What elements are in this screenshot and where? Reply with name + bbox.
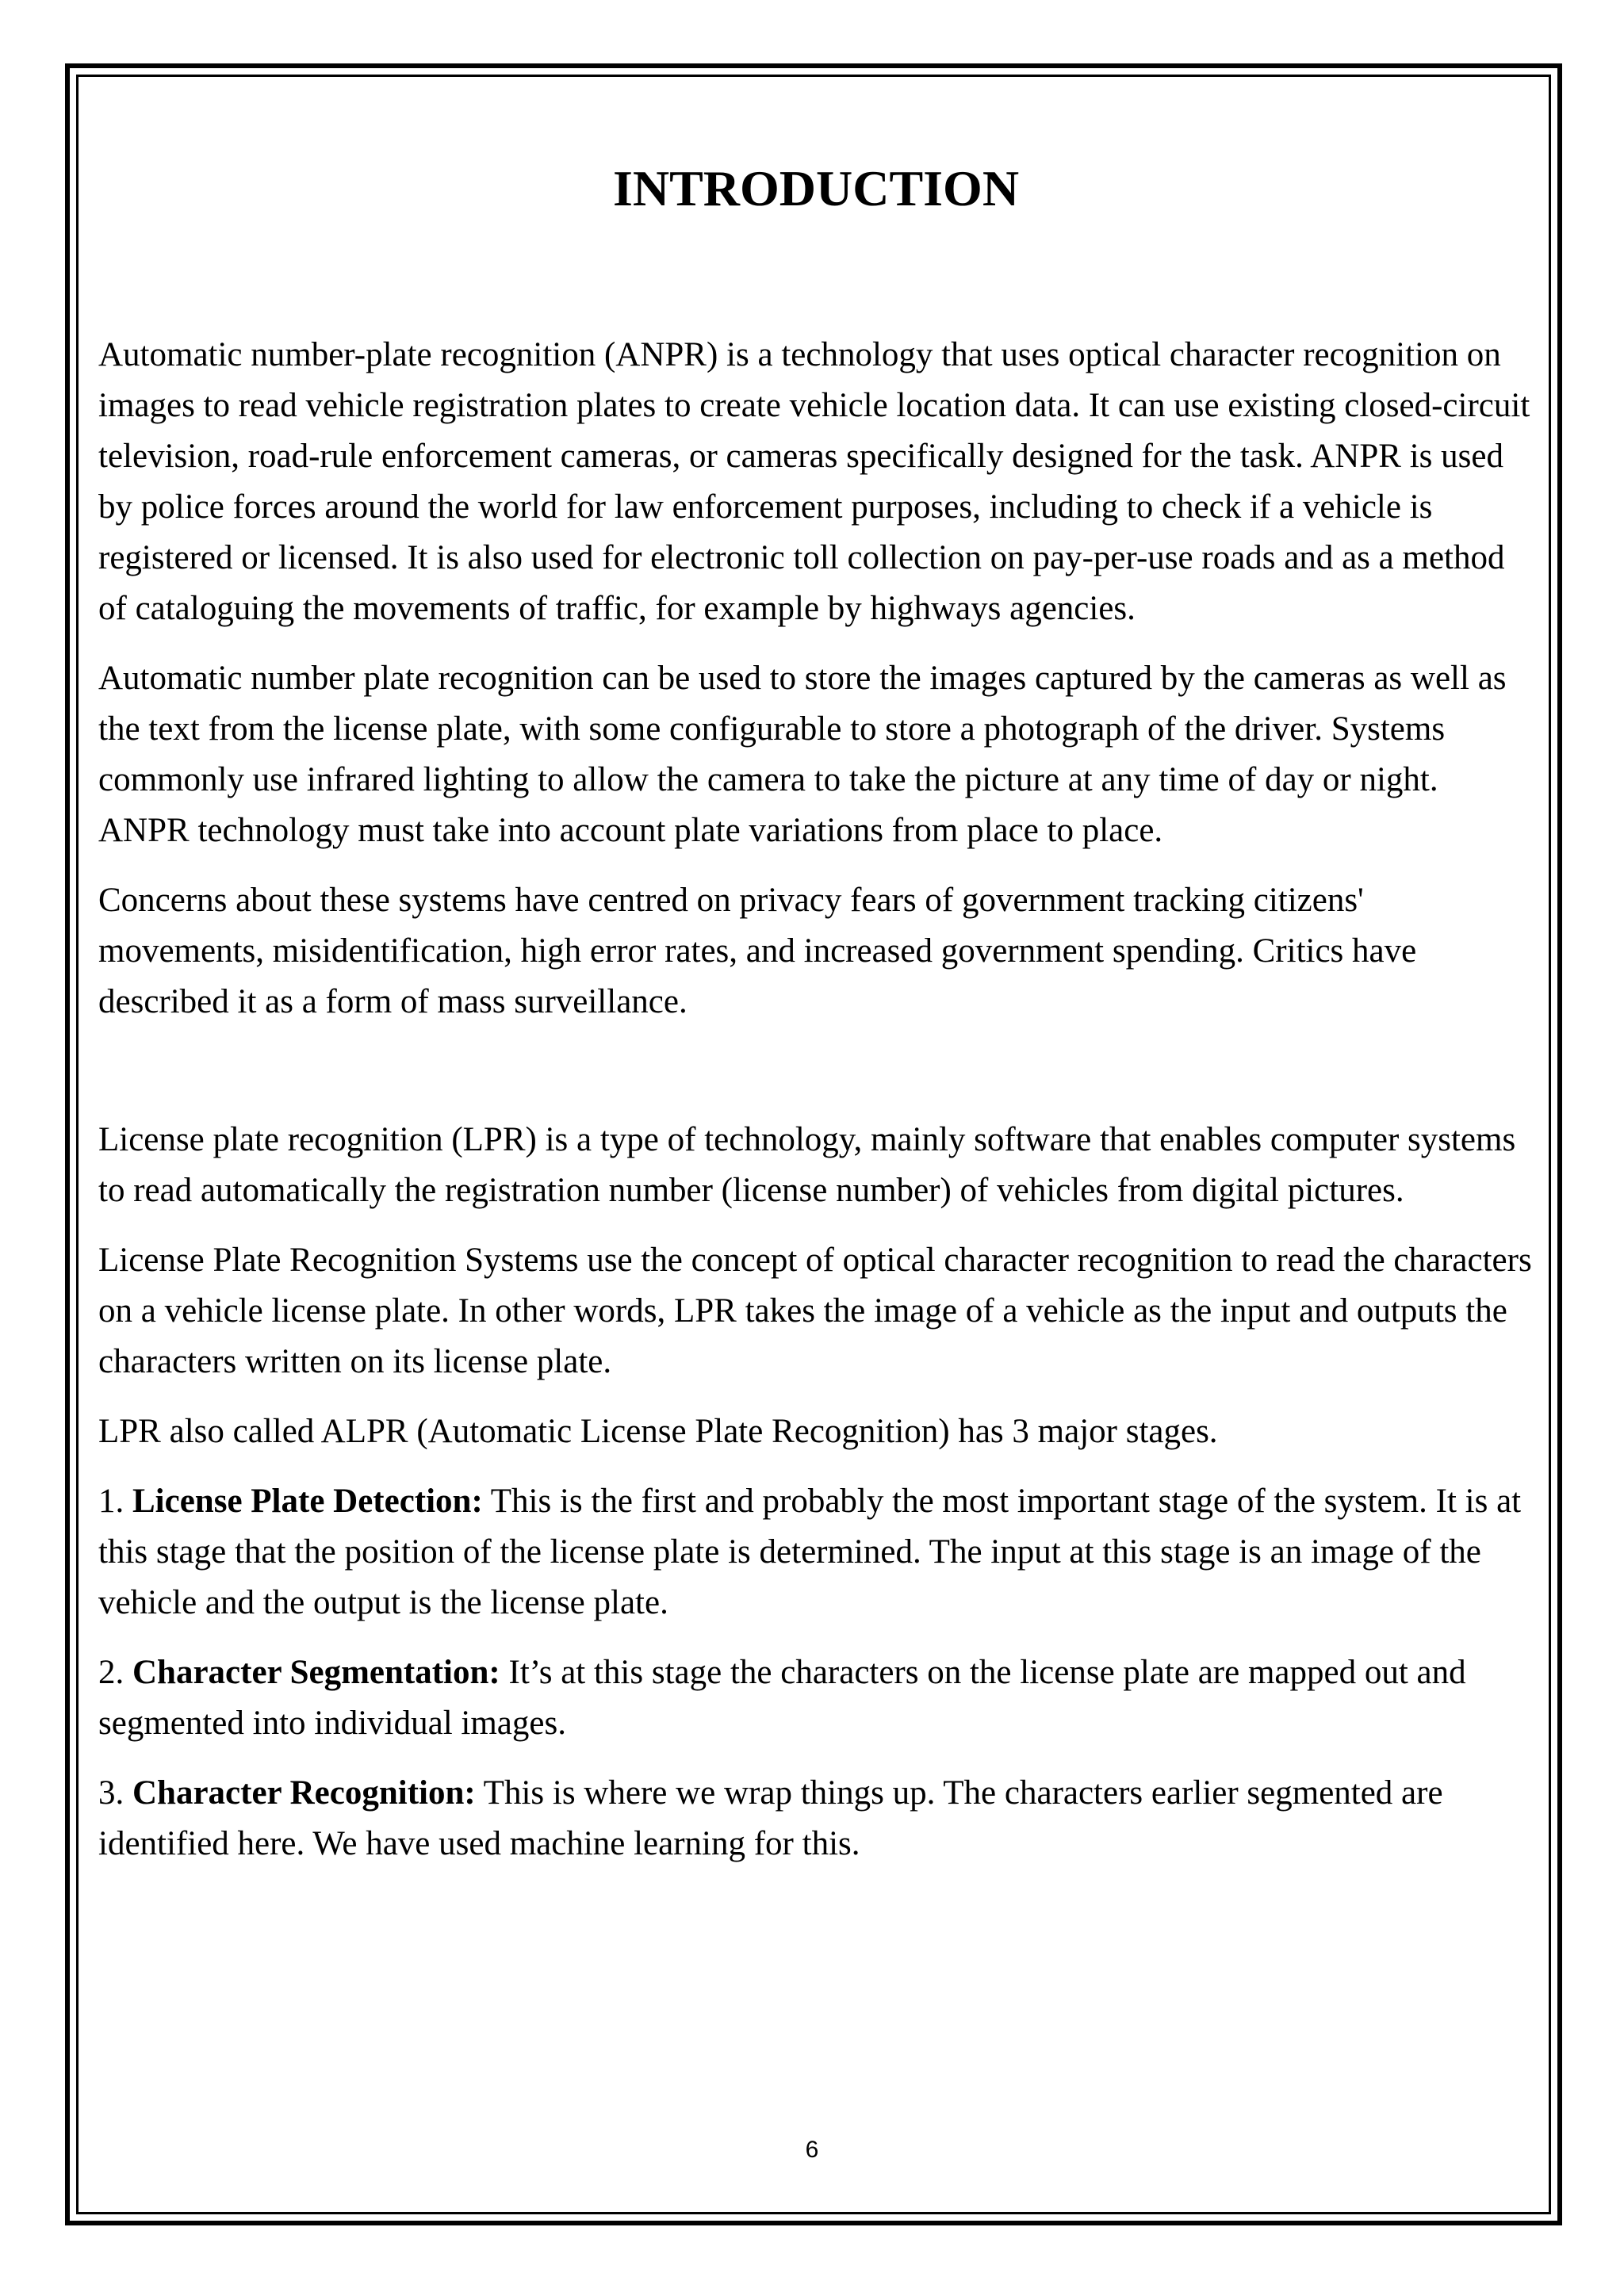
stage-item-detection [98,1476,1534,1628]
stage-text: This is where we wrap things up. The characters earlier segmented are identified here. We have used machine learning for this. [98,1774,1443,1862]
stage-number: 2. [98,1654,124,1691]
stage-item-recognition [98,1768,1534,1869]
page-number: 6 [805,2137,819,2163]
stage-number: 3. [98,1774,124,1812]
paragraph-lpr-definition: License plate recognition (LPR) is a type of technology, mainly software that enables computer systems to read automatically the registration number (license number) of vehicles from digital pictures. [98,1121,1516,1209]
stage-text: It’s at this stage the characters on the license plate are mapped out and segmented into individual images. [98,1654,1466,1742]
page-content [98,159,1534,1888]
stage-term: License Plate Detection: [132,1483,483,1520]
stage-term: Character Segmentation: [132,1654,500,1691]
paragraph-anpr-storage: Automatic number plate recognition can be used to store the images captured by the cameras as well as the text from the license plate, with some configurable to store a photograph of the driver. Systems commonly use infrared lighting to allow the camera to take the picture at any time of day or night. ANPR technology must take into account plate variations from place to place. [98,660,1507,849]
paragraph-lpr-ocr: License Plate Recognition Systems use the concept of optical character recognition to read the characters on a vehicle license plate. In other words, LPR takes the image of a vehicle as the input and outputs the characters written on its license plate. [98,1242,1532,1380]
stage-term: Character Recognition: [132,1774,476,1812]
stage-number: 1. [98,1483,124,1520]
stage-item-segmentation [98,1647,1534,1749]
paragraph-lpr-stages-intro: LPR also called ALPR (Automatic License Plate Recognition) has 3 major stages. [98,1413,1218,1450]
page-title: INTRODUCTION [612,160,1020,216]
paragraph-anpr-concerns: Concerns about these systems have centred on privacy fears of government tracking citizens' movements, misidentification, high error rates, and increased government spending. Critics have described it as a form of mass surveillance. [98,882,1417,1020]
paragraph-anpr-definition: Automatic number-plate recognition (ANPR) is a technology that uses optical character recognition on images to read vehicle registration plates to create vehicle location data. It can use existing closed-circuit television, road-rule enforcement cameras, or cameras specifically designed for the task. ANPR is used by police forces around the world for law enforcement purposes, including to check if a vehicle is registered or licensed. It is also used for electronic toll collection on pay-per-use roads and as a method of cataloguing the movements of traffic, for example by highways agencies. [98,336,1530,627]
stage-text: This is the first and probably the most important stage of the system. It is at this stage that the position of the license plate is determined. The input at this stage is an image of the vehicle and the output is the license plate. [98,1483,1522,1621]
